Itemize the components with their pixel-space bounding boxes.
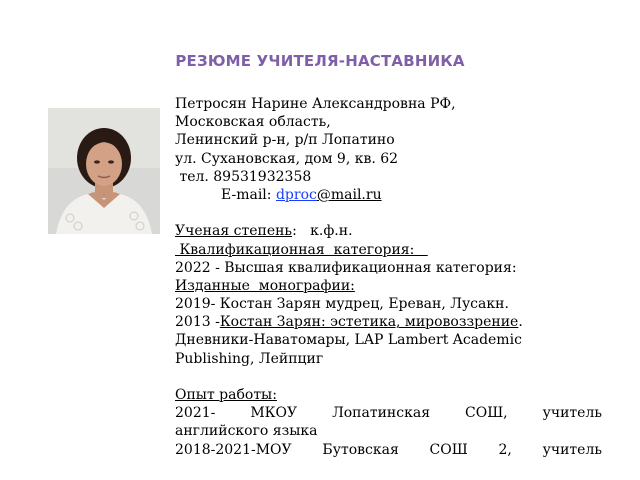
spacer [175, 204, 602, 222]
contact-name-line: Петросян Нарине Александровна РФ, [175, 96, 456, 112]
contact-district: Ленинский р-н, р/п Лопатино [175, 132, 395, 149]
publication-title: Костан Зарян: эстетика, мировоззрение [219, 314, 519, 331]
experience-header: Опыт работы: [175, 387, 277, 403]
degree-value: : к.ф.н. [292, 223, 353, 240]
degree-line [175, 222, 602, 240]
experience-continuation: английского языка [175, 423, 318, 440]
portrait-image [48, 108, 160, 234]
job-word: СОШ, [465, 405, 508, 422]
contact-region: Московская область, [175, 114, 331, 131]
email-link[interactable]: dproc [275, 186, 317, 203]
experience-item [175, 441, 602, 459]
publication-continuation: Дневники-Наватомары, LAP Lambert Academic [175, 332, 522, 349]
spacer [175, 368, 602, 386]
experience-item [175, 404, 602, 422]
contact-email-line [175, 186, 602, 204]
job-word: учитель [542, 405, 602, 422]
job-word: МКОУ [250, 405, 298, 422]
job-word: 2, [498, 441, 512, 458]
email-label: E-mail: [221, 186, 276, 203]
publications-header: Изданные монографии: [175, 277, 355, 294]
job-word: Лопатинская [332, 405, 431, 422]
qualification-header-line [175, 241, 602, 259]
publication-punct: . [518, 314, 523, 331]
job-word: СОШ [429, 441, 468, 458]
contact-phone [175, 168, 602, 186]
publications-header-line [175, 277, 602, 295]
publication-year: 2013 - [175, 314, 220, 331]
profile-photo [48, 108, 160, 234]
email-domain[interactable]: @mail.ru [316, 186, 382, 203]
job-word: 2018-2021-МОУ [175, 441, 292, 458]
publication-item [175, 313, 602, 331]
resume-body [175, 95, 602, 459]
job-word: Бутовская [322, 441, 399, 458]
qualification-item: 2022 - Высшая квалификационная категория: [175, 259, 517, 276]
publication-continuation: Publishing, Лейпциг [175, 350, 324, 367]
page-title: РЕЗЮМЕ УЧИТЕЛЯ-НАСТАВНИКА [175, 52, 465, 70]
job-word: 2021- [175, 405, 216, 422]
publication-item: 2019- Костан Зарян мудрец, Ереван, Лусакн. [175, 296, 509, 313]
contact-street: ул. Сухановская, дом 9, кв. 62 [175, 150, 399, 167]
phone-text: тел. 89531932358 [175, 168, 312, 185]
job-word: учитель [542, 441, 602, 458]
qualification-header: Квалификационная категория: [175, 241, 428, 258]
experience-header-line [175, 386, 602, 404]
degree-label: Ученая степень [175, 223, 293, 240]
